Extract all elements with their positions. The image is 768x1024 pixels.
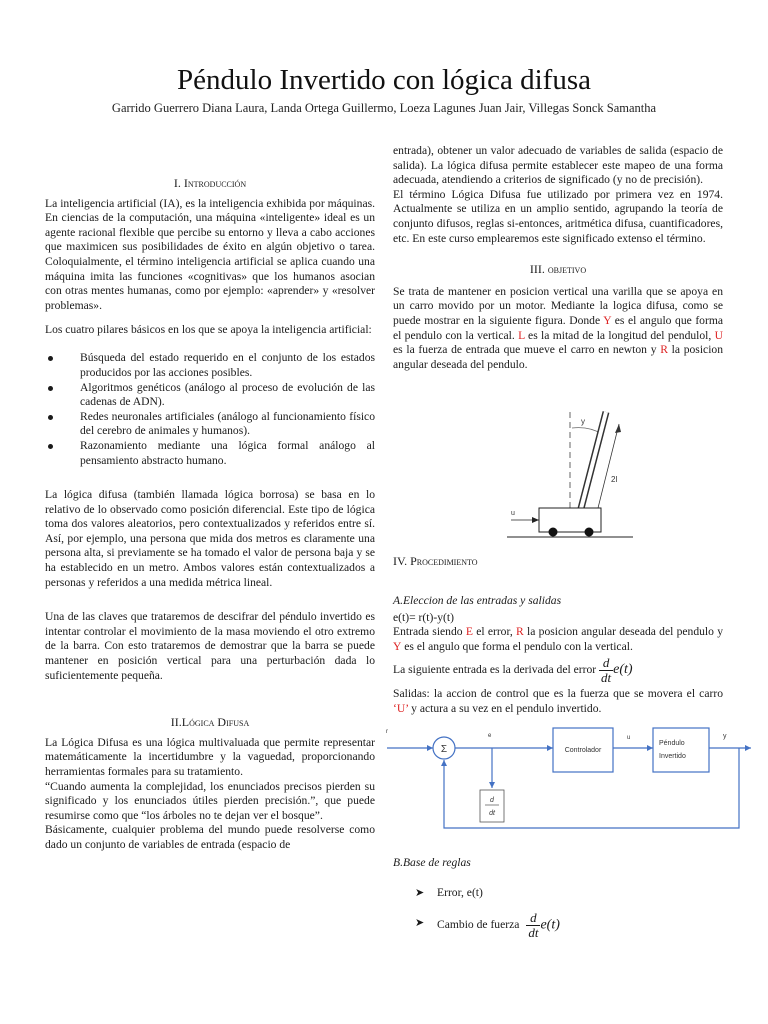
arrowhead-bullet-icon: ➤ [415, 917, 425, 930]
arrowhead-bullet-icon: ➤ [415, 887, 425, 900]
derivative-fraction: $\frac{d}{dt}$ [601, 655, 612, 686]
force-arrowhead [532, 517, 539, 523]
pillars-list [45, 351, 375, 468]
section-heading-introduccion: I. Introducción [173, 176, 247, 190]
list-item: Algoritmos genéticos (análogo al proceso de evolución de las cadenas de ADN). [45, 381, 375, 410]
section-heading-objetivo: III. objetivo [529, 262, 587, 277]
section-heading-logica-difusa: II.Lógica Difusa [170, 715, 250, 730]
output-label: y [723, 733, 727, 741]
logic-paragraph-3: Básicamente, cualquier problema del mundo puede resolverse como dado un conjunto de variables de entrada (espacio de [45, 823, 375, 851]
intro-paragraph-2: Los cuatro pilares básicos en los que se apoya la inteligencia artificial: [45, 323, 372, 337]
list-item: ➤ Error, e(t) [393, 881, 723, 905]
force-label: u [511, 510, 515, 518]
bullet-icon [48, 356, 53, 361]
control-block-diagram [387, 724, 757, 836]
symbol-r-desired: R [516, 625, 524, 639]
pendulum-rod-inner [577, 412, 606, 524]
continued-paragraph-1: entrada), obtener un valor adecuado de variables de salida (espacio de salida). La lógica difusa permite establecer este mapeo de una forma adecuada, atendiendo a criterios de significado (y no de precisión). [393, 144, 723, 187]
control-signal-label: u [627, 735, 631, 742]
arrowhead [489, 782, 495, 788]
plant-label-line-2: Invertido [659, 753, 686, 761]
derivative-fraction: $\frac{d}{dt}$ [528, 910, 539, 941]
derivative-input-line: La siguiente entrada es la derivada del error $\frac{d}{dt}$ e(t) [393, 655, 633, 686]
intro-paragraph-4: Una de las claves que trataremos de descifrar del péndulo invertido es intentar controlar el movimiento de la masa moviendo el otro extremo de la barra. Con esto trataremos de demostrar que la barra se puede mantener en posición vertical para una perturbación dada lo suficientemente pequeña. [45, 610, 375, 682]
section-heading-procedimiento: IV. Procedimiento [393, 554, 478, 569]
intro-paragraph-1: La inteligencia artificial (IA), es la inteligencia exhibida por máquinas. En ciencias de la computación, una máquina «inteligente» ideal es un agente racional flexible que percibe su entorno y lleva a cabo acciones que maximicen sus posibilidades de éxito en algún objetivo o tarea. Coloquialmente, el término inteligencia artificial se aplica cuando una máquina imita las funciones «cognitivas» que los humanos asocian con otras mentes humanas, como por ejemplo: «aprender» y «resolver problemas». [45, 196, 375, 312]
plant-label-line-1: Péndulo [659, 740, 685, 748]
rules-list [393, 881, 723, 941]
right-column [386, 144, 727, 941]
derivative-block-d: d [490, 797, 494, 805]
arrowhead [647, 745, 653, 751]
error-equation: e(t)= r(t)-y(t) [393, 610, 454, 624]
plant-block [653, 728, 709, 772]
length-label: 2l [611, 475, 618, 485]
derivative-block-dt: dt [489, 810, 495, 818]
subsection-heading-reglas: B.Base de reglas [393, 856, 471, 870]
pendulum-figure [393, 398, 723, 538]
symbol-r: R [660, 343, 668, 357]
continued-paragraph-2: El término Lógica Difusa fue utilizado por primera vez en 1974. Actualmente se utiliza en un amplio sentido, agrupando la teoría de conjunto difusos, reglas si-entonces, aritmética difusa, cuantificadores, etc. En este curso emplearemos este significado extenso el término. [393, 187, 723, 245]
list-item: ➤ Cambio de fuerza $\frac{d}{dt}$ e(t) [415, 910, 560, 941]
reference-label: r [386, 729, 388, 736]
symbol-y: Y [603, 313, 612, 327]
subsection-heading-entradas: A.Eleccion de las entradas y salidas [393, 593, 562, 607]
arrowhead [547, 745, 553, 751]
outputs-paragraph: Salidas: la accion de control que es la fuerza que se movera el carro ‘U’ y actura a su vez en el pendulo invertido. [393, 687, 723, 715]
error-signal-label: e [488, 733, 492, 740]
dimension-arrow-top [615, 424, 621, 433]
derivative-block [480, 790, 504, 822]
logic-paragraph-1: La Lógica Difusa es una lógica multivaluada que permite representar matemáticamente la incertidumbre y la vaguedad, proporcionando herramientas formales para su tratamiento. [45, 735, 375, 778]
arrowhead [427, 745, 433, 751]
controller-label: Controlador [564, 747, 602, 755]
bullet-icon [48, 415, 53, 420]
paper-title: Péndulo Invertido con lógica difusa [177, 64, 591, 96]
symbol-l: L [518, 328, 525, 342]
symbol-e: E [465, 625, 473, 639]
symbol-u-output: ‘U’ [393, 701, 409, 715]
cart-wheel-left [549, 528, 558, 537]
inputs-paragraph: Entrada siendo E el error, R la posicion angular deseada del pendulo y Y es el angulo que forma el pendulo con la vertical. [393, 625, 723, 653]
arrowhead [441, 760, 447, 766]
intro-paragraph-3: La lógica difusa (también llamada lógica borrosa) se basa en lo relativo de lo observado como posición diferencial. Este tipo de lógica toma dos valores aleatorios, pero contextualizados y referidos entre sí. Así, por ejemplo, una persona que mida dos metros es claramente una persona alta, si previamente se ha tomado el valor de persona baja y se ha establecido en un metro. Ambos valores están contextualizados a personas y referidos a una medida métrica lineal. [45, 488, 375, 589]
bullet-icon [48, 444, 53, 449]
angle-label: y [581, 417, 585, 427]
arrowhead [745, 745, 751, 751]
bullet-icon [48, 386, 53, 391]
list-item: Redes neuronales artificiales (análogo al funcionamiento físico del cerebro de animales y humanos). [45, 410, 375, 439]
list-item: Búsqueda del estado requerido en el conjunto de los estados producidos por las acciones posibles. [45, 351, 375, 380]
author-list: Garrido Guerrero Diana Laura, Landa Ortega Guillermo, Loeza Lagunes Juan Jair, Villegas Sonck Samantha [111, 101, 657, 115]
left-column [45, 176, 375, 853]
symbol-y-angle: Y [393, 639, 402, 653]
objective-paragraph: Se trata de mantener en posicion vertical una varilla que se apoya en un carro movido por un motor. Mediante la logica difusa, como se puede mostrar en la siguiente figura. Donde Y es el angulo que forma el pendulo con la vertical. L es la mitad de la longitud del pendulol, U es la fuerza de entrada que mueve el carro en newton y R la posicion angular deseada del pendulo. [393, 284, 724, 371]
logic-paragraph-2: “Cuando aumenta la complejidad, los enunciados precisos pierden su significado y los enunciados útiles pierden precisión.”, que puede resumirse como que “los árboles no te dejan ver el bosque”. [45, 779, 375, 822]
sigma-symbol: Σ [440, 744, 448, 756]
cart-wheel-right [585, 528, 594, 537]
symbol-u: U [714, 328, 723, 342]
list-item: Razonamiento mediante una lógica formal análogo al pensamiento abstracto humano. [45, 439, 375, 468]
